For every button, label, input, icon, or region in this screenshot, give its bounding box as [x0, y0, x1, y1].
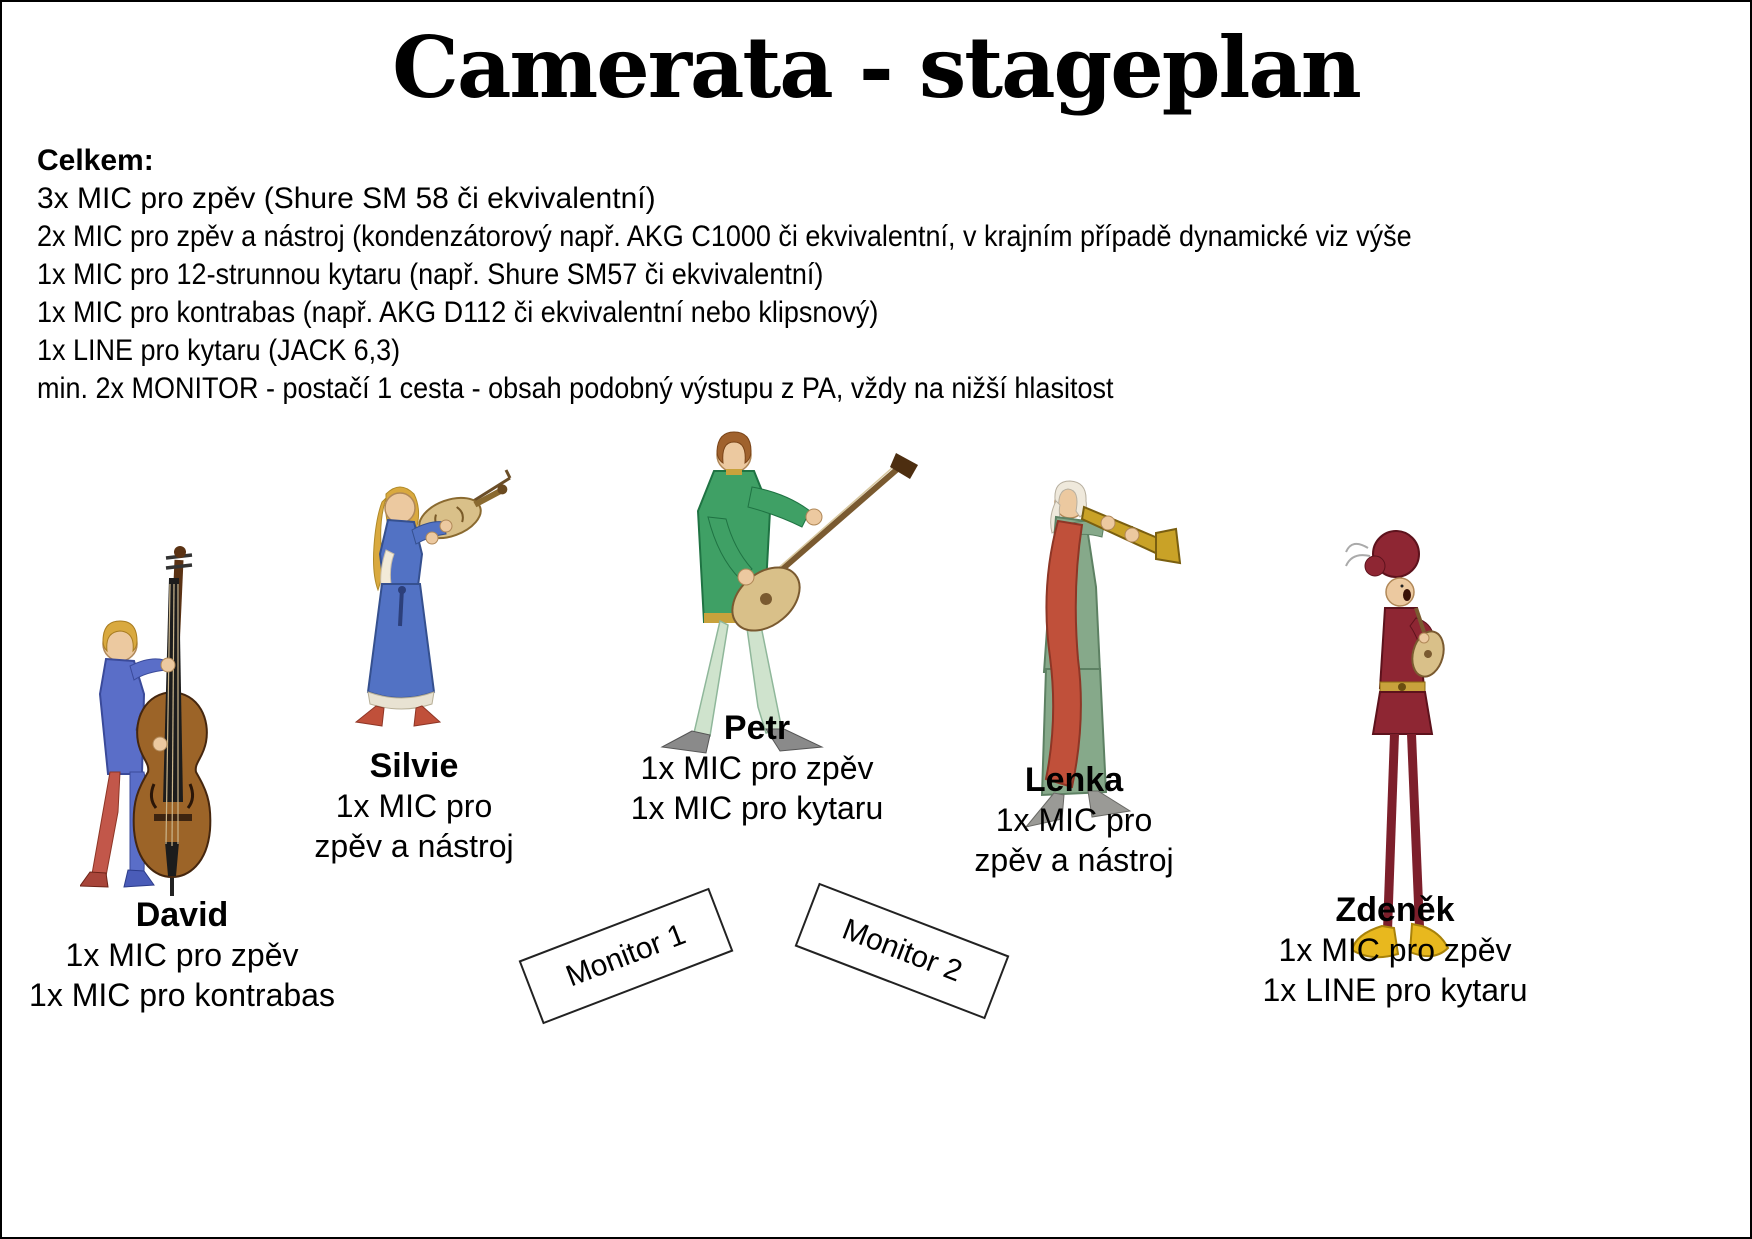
equipment-line: 2x MIC pro zpěv a nástroj (kondenzátorový např. AKG C1000 či ekvivalentní, v krajním případě dynamické viz výše — [37, 220, 1412, 253]
equipment-line: min. 2x MONITOR - postačí 1 cesta - obsah podobný výstupu z PA, vždy na nižší hlasitost — [37, 372, 1114, 405]
musician-name: Lenka — [1024, 761, 1124, 799]
page-title: Camerata - stageplan — [392, 18, 1360, 117]
monitor-1-box — [519, 888, 734, 1025]
monitor-2-label: Monitor 2 — [837, 912, 967, 989]
musician-name: Zdeněk — [1335, 891, 1455, 929]
musician-requirement: 1x LINE pro kytaru — [1262, 972, 1528, 1008]
equipment-line: 3x MIC pro zpěv (Shure SM 58 či ekvivalentní) — [37, 182, 656, 215]
monitor-1-label: Monitor 1 — [561, 917, 691, 994]
musician-requirement: 1x MIC pro zpěv — [1278, 932, 1512, 968]
equipment-heading: Celkem: — [37, 144, 154, 177]
david-double-bass-illustration — [80, 544, 225, 904]
musician-name: Silvie — [369, 747, 459, 785]
musician-requirement: zpěv a nástroj — [974, 842, 1174, 878]
musician-silvie-figure — [320, 454, 520, 754]
musician-requirement: 1x MIC pro zpěv — [65, 937, 299, 973]
equipment-line: 1x LINE pro kytaru (JACK 6,3) — [37, 334, 401, 367]
musician-requirement: 1x MIC pro — [335, 788, 493, 824]
musician-petr-label — [607, 708, 907, 828]
musician-requirement: 1x MIC pro — [995, 802, 1153, 838]
musician-requirement: 1x MIC pro kytaru — [630, 790, 884, 826]
musician-person-icon — [356, 487, 452, 726]
equipment-line: 1x MIC pro kontrabas (např. AKG D112 či ekvivalentní nebo klipsnový) — [37, 296, 879, 329]
musician-silvie-label — [264, 746, 564, 866]
musician-david-label — [2, 895, 362, 1015]
musician-name: Petr — [723, 709, 791, 747]
musician-requirement: 1x MIC pro zpěv — [640, 750, 874, 786]
double-bass-icon — [134, 546, 211, 896]
musician-requirement: 1x MIC pro kontrabas — [29, 977, 335, 1013]
monitor-2-box — [795, 883, 1010, 1020]
equipment-summary — [37, 142, 1564, 408]
musician-david-figure — [80, 544, 225, 904]
silvie-fiddle-illustration — [320, 454, 520, 754]
musician-lenka-label — [924, 760, 1224, 880]
musician-name: David — [135, 896, 229, 934]
musician-zdenek-label — [1245, 890, 1545, 1010]
equipment-line: 1x MIC pro 12-strunnou kytaru (např. Shure SM57 či ekvivalentní) — [37, 258, 824, 291]
musician-requirement: zpěv a nástroj — [314, 828, 514, 864]
